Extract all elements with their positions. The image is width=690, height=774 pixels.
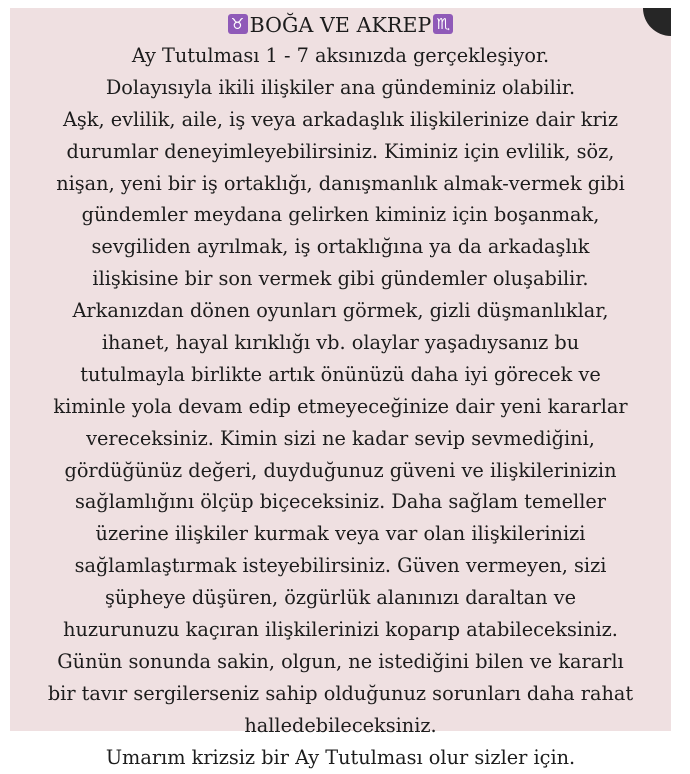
text-line: şüpheye düşüren, özgürlük alanınızı daraltan ve	[104, 586, 577, 610]
text-line: vereceksiniz. Kimin sizi ne kadar sevip sevmediğini,	[86, 426, 595, 450]
text-line: nişan, yeni bir iş ortaklığı, danışmanlık almak-vermek gibi	[56, 171, 625, 195]
text-line: ihanet, hayal kırıklığı vb. olaylar yaşadıysanız bu	[101, 331, 580, 355]
text-line: tutulmayla birlikte artık önünüzü daha iyi görecek ve	[80, 362, 601, 386]
text-line: Arkanızdan dönen oyunları görmek, gizli düşmanlıklar,	[72, 299, 609, 323]
text-line: sağlamlaştırmak isteyebilirsiniz. Güven vermeyen, sizi	[74, 554, 607, 578]
text-line: Ay Tutulması 1 - 7 aksınızda gerçekleşiyor.	[131, 44, 550, 67]
text-line: Günün sonunda sakin, olgun, ne istediğini bilen ve kararlı	[57, 649, 624, 673]
text-line: ilişkisine bir son vermek gibi gündemler oluşabilir.	[92, 267, 589, 291]
text-line: Aşk, evlilik, aile, iş veya arkadaşlık ilişkilerinize dair kriz	[62, 107, 618, 131]
text-line: sağlamlığını ölçüp biçeceksiniz. Daha sağlam temeller	[75, 490, 606, 514]
text-line: huzurunuzu kaçıran ilişkilerinizi koparıp atabileceksiniz.	[63, 618, 618, 642]
text-line: Umarım krizsiz bir Ay Tutulması olur sizler için.	[105, 745, 576, 769]
text-line: gündemler meydana gelirken kiminiz için boşanmak,	[81, 203, 600, 227]
text-line: halledebileceksiniz.	[244, 713, 437, 737]
text-line: sevgiliden ayrılmak, iş ortaklığına ya da arkadaşlık	[91, 235, 590, 259]
taurus-icon: ♉	[228, 14, 248, 34]
scorpio-icon: ♏	[433, 14, 453, 34]
post-title	[16, 10, 665, 40]
text-line: Dolayısıyla ikili ilişkiler ana gündeminiz olabilir.	[105, 75, 576, 99]
post-body	[16, 40, 665, 773]
text-line: bir tavır sergilerseniz sahip olduğunuz sorunları daha rahat	[47, 681, 634, 705]
post-title-text: BOĞA VE AKREP	[249, 13, 432, 37]
post-card	[10, 8, 671, 769]
text-line: gördüğünüz değeri, duyduğunuz güveni ve ilişkilerinizin	[64, 458, 617, 482]
text-line: durumlar deneyimleyebilirsiniz. Kiminiz için evlilik, söz,	[66, 139, 615, 163]
text-line: üzerine ilişkiler kurmak veya var olan ilişkilerinizi	[95, 522, 586, 546]
text-line: kiminle yola devam edip etmeyeceğinize dair yeni kararlar	[53, 394, 628, 418]
